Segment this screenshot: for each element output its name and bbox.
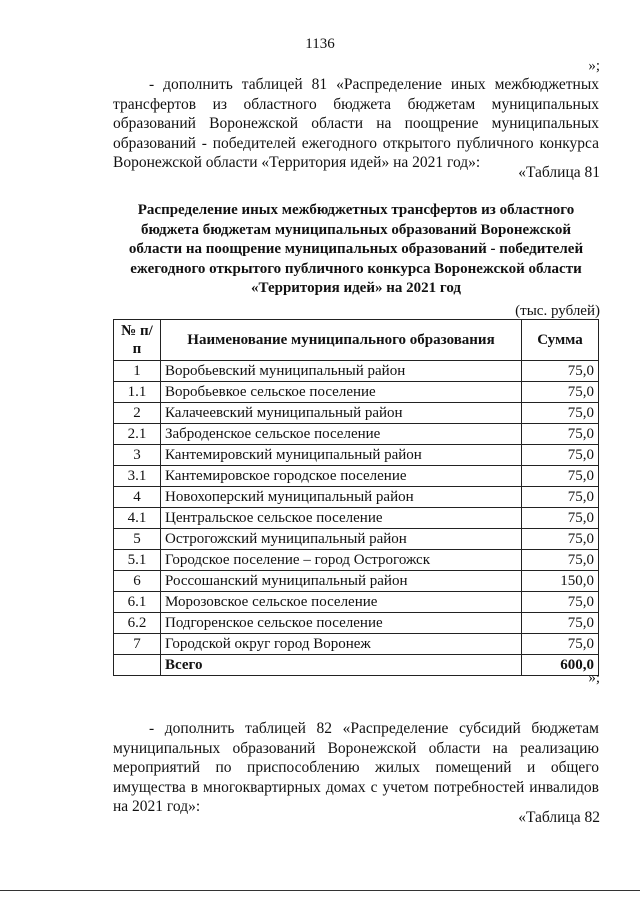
row-sum: 75,0 [522,487,599,508]
amendment-paragraph-81: - дополнить таблицей 81 «Распределение иных межбюджетных трансфертов из областного бюджета бюджетам муниципальных образований Воронежской области на поощрение муниципальных образований - победителей ежегодного открытого публичного конкурса Воронежской области «Территория идей» на 2021 год»: [113,76,599,171]
row-number: 6.1 [114,592,161,613]
table-row [114,382,599,403]
table-81-reference: «Таблица 81 [518,164,600,181]
table-row [114,466,599,487]
row-number: 6.2 [114,613,161,634]
row-number: 1 [114,361,161,382]
row-sum: 150,0 [522,571,599,592]
row-name: Новохоперский муниципальный район [161,487,522,508]
row-name: Городской округ город Воронеж [161,634,522,655]
total-sum: 600,0 [522,655,599,676]
row-sum: 75,0 [522,382,599,403]
units-label: (тыс. рублей) [515,303,600,319]
total-label: Всего [161,655,522,676]
total-number [114,655,161,676]
table-row [114,634,599,655]
row-number: 5 [114,529,161,550]
table-82-reference: «Таблица 82 [518,809,600,826]
row-name: Заброденское сельское поселение [161,424,522,445]
table-row [114,613,599,634]
row-sum: 75,0 [522,445,599,466]
table-row [114,550,599,571]
row-number: 3 [114,445,161,466]
row-number: 2 [114,403,161,424]
row-name: Калачеевский муниципальный район [161,403,522,424]
row-sum: 75,0 [522,613,599,634]
row-name: Центральское сельское поселение [161,508,522,529]
table-row [114,571,599,592]
closing-quote-mark: »; [588,58,600,74]
row-sum: 75,0 [522,361,599,382]
page-bottom-rule [0,890,640,891]
table-row [114,592,599,613]
row-sum: 75,0 [522,529,599,550]
row-sum: 75,0 [522,424,599,445]
row-name: Кантемировское городское поселение [161,466,522,487]
page-number: 1136 [305,36,335,52]
row-number: 4 [114,487,161,508]
table-row [114,529,599,550]
closing-quote-mark: »; [588,670,600,686]
header-name: Наименование муниципального образования [161,320,522,361]
distribution-table [113,319,599,676]
row-name: Кантемировский муниципальный район [161,445,522,466]
amendment-paragraph-82: - дополнить таблицей 82 «Распределение субсидий бюджетам муниципальных образований Воронежской области на реализацию мероприятий по приспособлению жилых помещений и общего имущества в многоквартирных домах с учетом потребностей инвалидов на 2021 год»: [113,720,599,815]
table-row [114,424,599,445]
row-name: Подгоренское сельское поселение [161,613,522,634]
row-name: Россошанский муниципальный район [161,571,522,592]
row-number: 4.1 [114,508,161,529]
table-row [114,508,599,529]
row-number: 1.1 [114,382,161,403]
row-name: Острогожский муниципальный район [161,529,522,550]
table-row [114,361,599,382]
table-header-row [114,320,599,361]
header-number: № п/п [114,320,161,361]
row-number: 5.1 [114,550,161,571]
table-row [114,403,599,424]
row-number: 3.1 [114,466,161,487]
row-sum: 75,0 [522,508,599,529]
row-sum: 75,0 [522,466,599,487]
row-sum: 75,0 [522,592,599,613]
table-row [114,487,599,508]
table-title: Распределение иных межбюджетных трансфертов из областного бюджета бюджетам муниципальных образований Воронежской области на поощрение муниципальных образований - победителей ежегодного открытого публичного конкурса Воронежской области «Территория идей» на 2021 год [128,202,584,296]
row-number: 6 [114,571,161,592]
table-total-row [114,655,599,676]
row-name: Воробьевкое сельское поселение [161,382,522,403]
row-name: Морозовское сельское поселение [161,592,522,613]
row-number: 7 [114,634,161,655]
row-name: Воробьевский муниципальный район [161,361,522,382]
row-name: Городское поселение – город Острогожск [161,550,522,571]
header-sum: Сумма [522,320,599,361]
row-sum: 75,0 [522,403,599,424]
table-row [114,445,599,466]
row-number: 2.1 [114,424,161,445]
row-sum: 75,0 [522,634,599,655]
row-sum: 75,0 [522,550,599,571]
